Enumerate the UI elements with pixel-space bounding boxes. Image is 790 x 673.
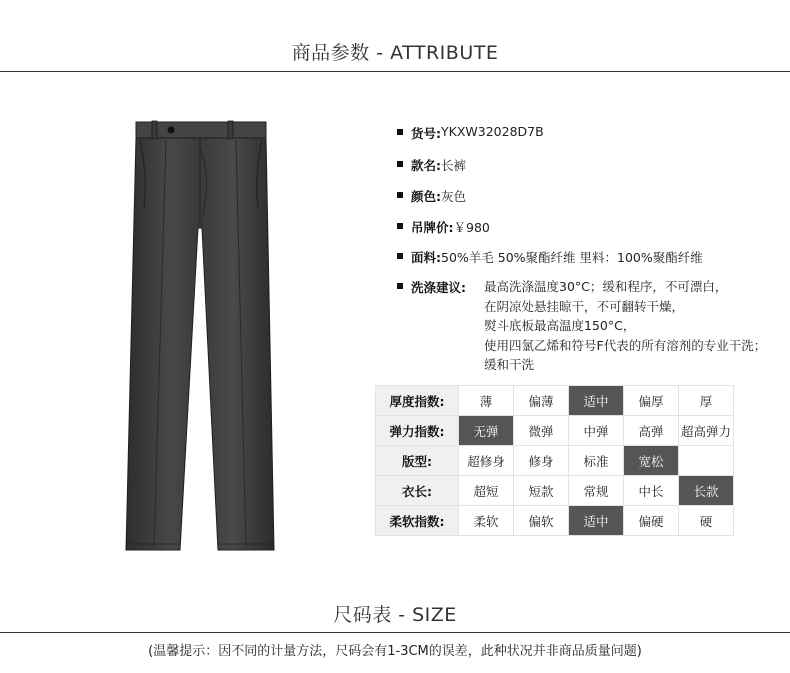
option-cell: 硬 [679, 506, 734, 536]
care-line: 缓和干洗 [484, 357, 535, 372]
attribute-divider [0, 71, 790, 72]
table-row [376, 506, 734, 536]
row-header: 衣长: [376, 476, 459, 506]
attribute-item-price [397, 218, 490, 236]
care-line: 熨斗底板最高温度150°C， [484, 318, 636, 333]
option-cell: 超修身 [459, 446, 514, 476]
care-line: 使用四氯乙烯和符号F代表的所有溶剂的专业干洗； [484, 337, 767, 353]
option-cell: 短款 [514, 476, 569, 506]
row-header: 弹力指数: [376, 416, 459, 446]
option-cell: 标准 [569, 446, 624, 476]
option-cell-selected: 适中 [569, 386, 624, 416]
attribute-value: 灰色 [441, 189, 467, 204]
table-row [376, 386, 734, 416]
table-row [376, 476, 734, 506]
bullet-icon [397, 253, 403, 259]
bullet-icon [397, 283, 403, 289]
option-cell: 偏薄 [514, 386, 569, 416]
option-cell: 薄 [459, 386, 514, 416]
attribute-value: 长裤 [441, 158, 467, 173]
bullet-icon [397, 223, 403, 229]
row-header: 版型: [376, 446, 459, 476]
attribute-value: 50%羊毛 50%聚酯纤维 里料：100%聚酯纤维 [441, 250, 703, 265]
option-cell: 中弹 [569, 416, 624, 446]
option-cell: 超高弹力 [679, 416, 734, 446]
attribute-item-name [397, 156, 466, 174]
size-divider [0, 632, 790, 633]
attribute-item-care [397, 278, 766, 375]
option-cell: 常规 [569, 476, 624, 506]
bullet-icon [397, 192, 403, 198]
attribute-label: 吊牌价: [411, 220, 454, 235]
care-instructions [484, 277, 766, 375]
size-section-title: 尺码表 - SIZE [333, 604, 457, 626]
spec-index-table [375, 385, 734, 536]
attribute-section-title: 商品参数 - ATTRIBUTE [291, 42, 499, 64]
care-line: 在阴凉处悬挂晾干，不可翻转干燥， [484, 298, 685, 314]
option-cell-selected: 宽松 [624, 446, 679, 476]
trousers-product-image [118, 118, 283, 554]
size-notice: (温馨提示：因不同的计量方法，尺码会有1-3CM的误差，此种状况并非商品质量问题) [148, 644, 642, 659]
option-cell: 厚 [679, 386, 734, 416]
option-cell: 中长 [624, 476, 679, 506]
attribute-value: YKXW32028D7B [441, 124, 544, 139]
option-cell: 偏软 [514, 506, 569, 536]
option-cell: 柔软 [459, 506, 514, 536]
row-header: 厚度指数: [376, 386, 459, 416]
option-cell-selected: 适中 [569, 506, 624, 536]
option-cell: 偏厚 [624, 386, 679, 416]
option-cell: 修身 [514, 446, 569, 476]
option-cell: 高弹 [624, 416, 679, 446]
attribute-item-fabric [397, 248, 703, 266]
attribute-value: ￥980 [453, 220, 490, 235]
option-cell: 偏硬 [624, 506, 679, 536]
row-header: 柔软指数: [376, 506, 459, 536]
attribute-item-color [397, 187, 466, 205]
bullet-icon [397, 161, 403, 167]
option-cell-selected: 长款 [679, 476, 734, 506]
table-row [376, 416, 734, 446]
attribute-label: 面料: [411, 250, 441, 265]
table-row [376, 446, 734, 476]
attribute-item-style-number [397, 124, 544, 142]
attribute-label: 颜色: [411, 189, 441, 204]
option-cell [679, 446, 734, 476]
attribute-label: 货号: [411, 126, 441, 141]
option-cell: 超短 [459, 476, 514, 506]
option-cell: 微弹 [514, 416, 569, 446]
attribute-label: 洗涤建议: [411, 280, 466, 295]
care-line: 最高洗涤温度30°C；缓和程序，不可漂白， [484, 279, 728, 294]
attribute-label: 款名: [411, 158, 441, 173]
option-cell-selected: 无弹 [459, 416, 514, 446]
bullet-icon [397, 129, 403, 135]
